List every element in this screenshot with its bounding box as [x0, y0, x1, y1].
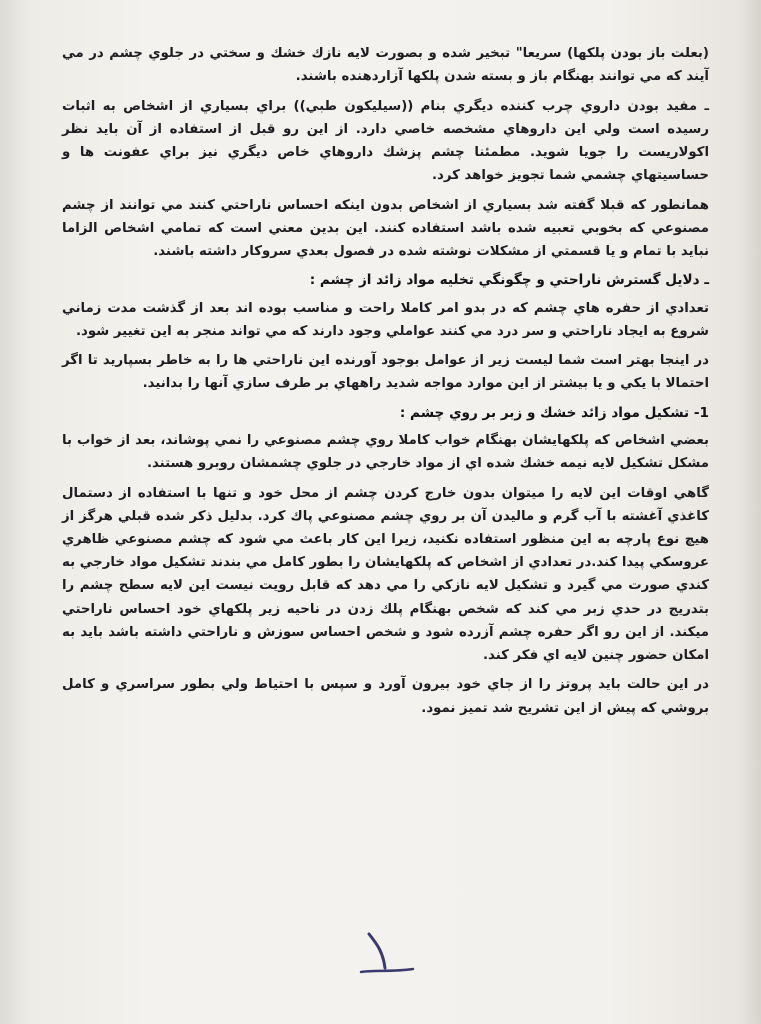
- paragraph-8: در اين حالت بايد پروتز را از جاي خود بيرون آورد و سپس با احتياط ولي بطور سراسري و كامل بروشي كه پيش از اين تشريح شد تميز نمود.: [62, 677, 709, 716]
- document-body: [62, 42, 709, 726]
- paragraph-6: بعضي اشخاص كه پلكهايشان بهنگام خواب كاملا روي چشم مصنوعي را نمي پوشاند، بعد از خواب با مشكل تشكيل لايه نيمه خشك شده اي از مواد خارجي در جلوي چشمشان روبرو هستند.: [62, 432, 709, 472]
- paragraph-3: همانطور كه قبلا گفته شد بسياري از اشخاص بدون اينكه احساس ناراحتي كنند مي توانند از چشم مصنوعي كه بخوبي تعبيه شده باشد استفاده كنند. اين بدين معني است كه تمامي اشخاص الزاما نبايد با تمام و يا قسمتي از مشكلات نوشته شده در فصول بعدي سروكار داشته باشند.: [62, 197, 709, 259]
- paragraph-7: گاهي اوقات اين لايه را ميتوان بدون خارج كردن چشم از محل خود و تنها با استفاده از دستمال كاغذي آغشته با آب گرم و ماليدن آن بر روي چشم مصنوعي پاك كرد. بدليل ذكر شده قبلي هرگز از هيچ نوع پارچه به اين منظور استفاده نكنيد، زيرا اين كار باعث مي شود كه چشم مصنوعي ظاهري عروسكي پيدا كند.در تعدادي از اشخاص كه پلكهايشان را بطور كامل مي بندند تشكيل مواد خارجي به كندي صورت مي گيرد و تشكيل لايه نازكي را مي دهد كه قابل رويت نيست اين لايه سطح چشم را بتدريج در حدي زبر مي كند كه شخص بهنگام پلك زدن در ناحيه زير پلكهاي خود احساس ناراحتي ميكند. از اين رو اگر حفره چشم آزرده شود و شخص احساس سوزش و ناراحتي داشته باشد بايد به امكان حضور چنين لايه اي فكر كند.: [62, 485, 709, 663]
- paragraph-1: (بعلت باز بودن پلكها) سريعا" تبخير شده و بصورت لايه نازك خشك و سختي در جلوي چشم در مي آيند كه مي توانند بهنگام باز و بسته شدن پلكها آزاردهنده باشند.: [62, 46, 709, 85]
- paragraph-5: در اينجا بهتر است شما ليست زير از عوامل بوجود آورنده اين ناراحتي ها را به خاطر بسپاريد تا اگر احتمالا با يكي و يا بيشتر از اين موارد مواجه شديد راههاي بر طرف سازي آنها را بدانيد.: [62, 353, 709, 392]
- page-number-handwritten: [355, 922, 425, 982]
- heading-section-1: 1- تشكيل مواد زائد خشك و زبر بر روي چشم :: [399, 404, 709, 421]
- paragraph-2: ـ مفيد بودن داروي چرب كننده ديگري بنام ((سيليكون طبي)) براي بسياري از اشخاص به اثبات رسيده است ولي اين داروهاي مشخصه خاصي دارد. از اين رو قبل از استفاده از آن بايد نظر اكولاريست را جويا شويد. مطمئنا چشم پزشك داروهاي خاص ديگري نيز براي عفونت ها و حساسيتهاي چشمي شما تجويز خواهد كرد.: [62, 98, 709, 184]
- heading-causes: ـ دلايل گسترش ناراحتي و چگونگي تخليه مواد زائد از چشم :: [309, 272, 709, 289]
- paragraph-4: تعدادي از حفره هاي چشم كه در بدو امر كاملا راحت و مناسب بوده اند بعد از گذشت مدت زماني شروع به ايجاد ناراحتي و سر درد مي كنند عواملي وجود دارند كه مي تواند منجر به اين تغيير شود.: [62, 300, 709, 339]
